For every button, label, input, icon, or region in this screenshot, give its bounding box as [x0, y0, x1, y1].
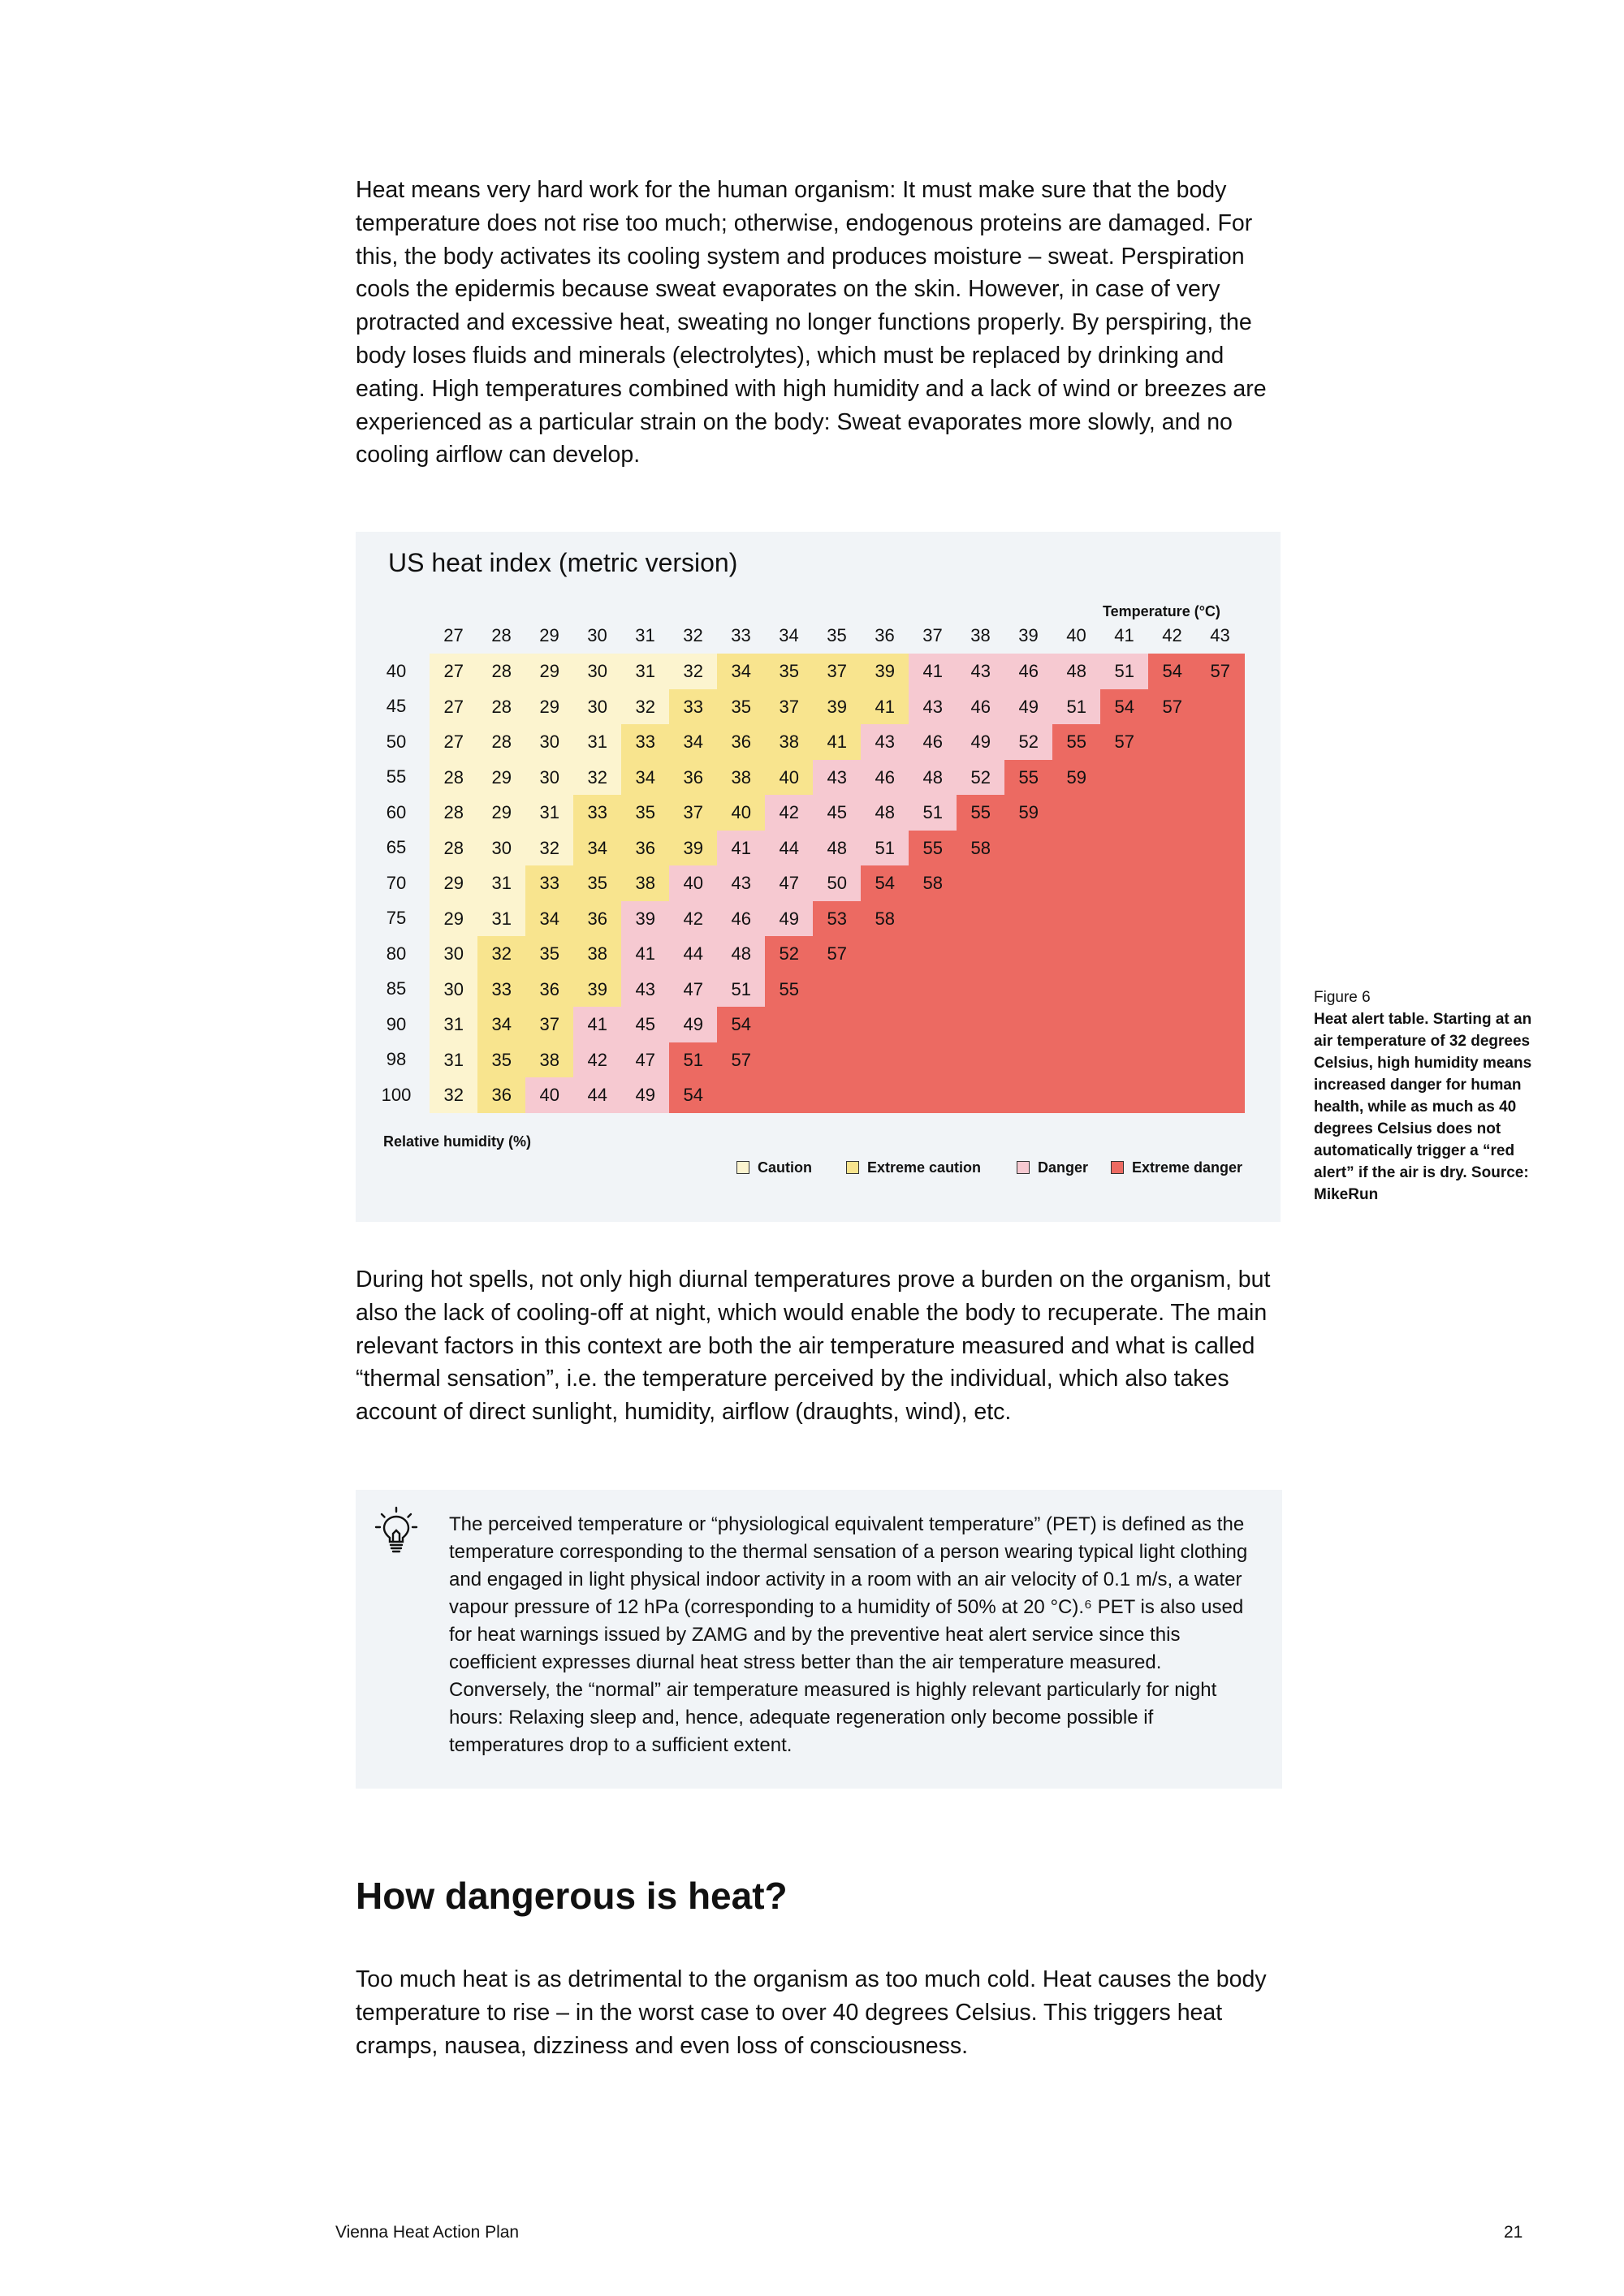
heat-index-cell: 37 — [525, 1007, 574, 1042]
heat-index-cell: 46 — [909, 724, 957, 760]
humidity-row-label: 80 — [386, 943, 407, 964]
heat-index-cell — [1100, 760, 1149, 796]
heat-index-cell: 33 — [621, 724, 670, 760]
heat-index-cell: 43 — [909, 689, 957, 725]
heat-index-cell: 32 — [525, 831, 574, 866]
heat-index-cell — [765, 1007, 814, 1042]
info-box — [356, 1490, 1282, 1789]
heat-index-cell: 55 — [1052, 724, 1101, 760]
humidity-row-label: 45 — [386, 696, 407, 717]
temperature-header: 41 — [1114, 624, 1134, 645]
heat-index-cell — [813, 1042, 862, 1078]
heat-index-cell — [1100, 795, 1149, 831]
heat-index-cell: 31 — [525, 795, 574, 831]
temperature-header: 29 — [539, 624, 559, 645]
heat-index-cell: 36 — [525, 972, 574, 1008]
heat-index-cell: 44 — [765, 831, 814, 866]
page-number: 21 — [1504, 2223, 1523, 2242]
temperature-header: 37 — [922, 624, 943, 645]
heat-index-cell: 32 — [621, 689, 670, 725]
heat-index-cell: 31 — [430, 1007, 478, 1042]
heat-index-cell — [1052, 865, 1101, 901]
caption-label: Figure 6 — [1314, 989, 1371, 1006]
heat-index-cell — [813, 1007, 862, 1042]
heat-index-cell: 28 — [477, 724, 526, 760]
legend-label-extreme-caution: Extreme caution — [867, 1159, 982, 1176]
heat-index-cell: 30 — [430, 972, 478, 1008]
humidity-row-label: 60 — [386, 801, 407, 822]
heat-index-cell: 41 — [573, 1007, 622, 1042]
heat-index-cell: 40 — [717, 795, 766, 831]
heat-index-cell — [909, 1007, 957, 1042]
heat-index-cell: 55 — [1004, 760, 1053, 796]
heat-index-cell: 28 — [430, 795, 478, 831]
heat-index-cell — [1148, 865, 1197, 901]
temperature-header: 27 — [443, 624, 464, 645]
heat-index-cell: 59 — [1004, 795, 1053, 831]
heat-index-cell: 51 — [909, 795, 957, 831]
heat-index-cell — [1052, 1007, 1101, 1042]
legend-extreme-danger — [1111, 1156, 1242, 1179]
heat-index-cell: 48 — [717, 936, 766, 972]
heat-index-cell — [861, 1077, 909, 1113]
heat-index-cell: 49 — [1004, 689, 1053, 725]
heat-index-cell: 36 — [621, 831, 670, 866]
heat-index-cell: 29 — [477, 795, 526, 831]
heat-index-cell: 38 — [573, 936, 622, 972]
heat-index-cell: 41 — [813, 724, 862, 760]
heat-index-cell — [1052, 795, 1101, 831]
heat-index-cell: 33 — [477, 972, 526, 1008]
heat-index-cell — [1196, 1077, 1245, 1113]
heat-index-cell: 44 — [573, 1077, 622, 1113]
heat-index-cell — [1148, 724, 1197, 760]
heat-index-cell: 38 — [525, 1042, 574, 1078]
heat-index-cell: 51 — [717, 972, 766, 1008]
heat-index-cell: 39 — [813, 689, 862, 725]
temperature-header: 31 — [635, 624, 655, 645]
heat-index-cell: 40 — [765, 760, 814, 796]
temperature-header: 39 — [1018, 624, 1039, 645]
heat-index-cell — [1100, 1007, 1149, 1042]
heat-index-cell: 36 — [573, 901, 622, 937]
heat-index-cell: 39 — [621, 901, 670, 937]
heat-index-cell — [1148, 831, 1197, 866]
heat-index-cell — [1148, 1042, 1197, 1078]
heat-index-cell — [1196, 865, 1245, 901]
heat-index-cell — [1148, 901, 1197, 937]
heat-index-cell: 54 — [669, 1077, 718, 1113]
heat-index-cell: 52 — [1004, 724, 1053, 760]
heat-index-cell: 31 — [477, 865, 526, 901]
heat-index-cell — [861, 936, 909, 972]
heat-index-cell: 32 — [430, 1077, 478, 1113]
heat-index-cell — [1196, 972, 1245, 1008]
humidity-row-label: 65 — [386, 837, 407, 858]
heat-index-cell — [957, 1007, 1005, 1042]
legend-swatch-caution — [736, 1161, 749, 1174]
heat-index-cell: 38 — [765, 724, 814, 760]
heat-index-cell: 38 — [717, 760, 766, 796]
heat-index-cell — [1196, 831, 1245, 866]
heat-index-cell: 54 — [861, 865, 909, 901]
heat-index-cell: 55 — [909, 831, 957, 866]
heat-index-cell: 55 — [765, 972, 814, 1008]
heat-index-cell: 32 — [477, 936, 526, 972]
heat-index-cell: 34 — [525, 901, 574, 937]
body-paragraph-3: Too much heat is as detrimental to the organism as too much cold. Heat causes the body temperature to rise – in the worst case to over 40 degrees Celsius. This triggers heat cramps, nausea, dizziness and even loss of consciousness. — [356, 1966, 1267, 2059]
heat-index-cell — [717, 1077, 766, 1113]
heat-index-cell: 45 — [813, 795, 862, 831]
heat-index-cell: 31 — [621, 654, 670, 689]
temperature-header: 40 — [1066, 624, 1086, 645]
heat-index-cell: 36 — [477, 1077, 526, 1113]
heat-index-cell: 31 — [573, 724, 622, 760]
heat-index-cell: 27 — [430, 689, 478, 725]
heat-index-cell — [1196, 936, 1245, 972]
heat-index-cell: 33 — [669, 689, 718, 725]
heat-index-cell — [1148, 1077, 1197, 1113]
heat-index-cell: 36 — [717, 724, 766, 760]
heat-index-cell: 57 — [813, 936, 862, 972]
heat-index-cell — [813, 972, 862, 1008]
heat-index-cell — [1004, 1007, 1053, 1042]
heat-index-cell: 41 — [621, 936, 670, 972]
heat-index-cell — [1196, 724, 1245, 760]
humidity-row-label: 85 — [386, 978, 407, 999]
humidity-axis-label: Relative humidity (%) — [383, 1133, 532, 1150]
heat-index-cell: 58 — [957, 831, 1005, 866]
heat-index-cell — [1196, 689, 1245, 725]
heat-index-cell: 33 — [573, 795, 622, 831]
heat-index-cell: 46 — [1004, 654, 1053, 689]
heat-index-cell — [1100, 1042, 1149, 1078]
heat-index-cell — [765, 1042, 814, 1078]
body-paragraph-2: During hot spells, not only high diurnal temperatures prove a burden on the organism, but also the lack of cooling-off at night, which would enable the body to recuperate. The main relevant factors in this context are both the air temperature measured and what is called “thermal sensation”, i.e. the temperature perceived by the individual, which also takes account of direct sunlight, humidity, airflow (draughts, wind), etc. — [356, 1267, 1271, 1426]
heat-index-cell — [1100, 1077, 1149, 1113]
heat-index-cell: 54 — [1148, 654, 1197, 689]
heat-index-cell: 29 — [525, 689, 574, 725]
heat-index-cell: 34 — [573, 831, 622, 866]
heat-index-cell — [1052, 972, 1101, 1008]
heat-index-cell — [1100, 972, 1149, 1008]
heat-index-cell: 52 — [765, 936, 814, 972]
heat-index-cell: 46 — [861, 760, 909, 796]
heat-index-cell — [1004, 901, 1053, 937]
heat-index-cell — [1148, 972, 1197, 1008]
section-heading: How dangerous is heat? — [356, 1875, 788, 1917]
heat-index-cell: 27 — [430, 724, 478, 760]
heat-index-cell: 49 — [621, 1077, 670, 1113]
heat-index-cell: 47 — [669, 972, 718, 1008]
heat-index-cell — [1196, 901, 1245, 937]
heat-index-cell: 37 — [765, 689, 814, 725]
heat-index-cell: 54 — [1100, 689, 1149, 725]
humidity-row-label: 70 — [386, 872, 407, 893]
caption-text: Heat alert table. Starting at an air temperature of 32 degrees Celsius, high humidity means increased danger for human health, while as much as 40 degrees Celsius does not automatically trigger a “red alert” if the air is dry. Source: MikeRun — [1314, 1011, 1532, 1203]
legend-swatch-danger — [1017, 1161, 1030, 1174]
temperature-header: 32 — [683, 624, 703, 645]
chart-title: US heat index (metric version) — [388, 548, 738, 577]
heat-index-cell: 35 — [573, 865, 622, 901]
heat-index-cell — [909, 1077, 957, 1113]
heat-index-cell — [861, 972, 909, 1008]
heat-index-cell: 36 — [669, 760, 718, 796]
heat-index-cell — [1052, 1042, 1101, 1078]
legend-swatch-extreme-caution — [846, 1161, 859, 1174]
heat-index-cell: 39 — [573, 972, 622, 1008]
heat-index-cell: 48 — [813, 831, 862, 866]
legend-label-caution: Caution — [758, 1159, 812, 1176]
heat-index-cell: 33 — [525, 865, 574, 901]
heat-index-cell — [1052, 1077, 1101, 1113]
heat-index-cell — [909, 1042, 957, 1078]
heat-index-cell — [1196, 1007, 1245, 1042]
heat-index-cell — [957, 1042, 1005, 1078]
legend-extreme-caution — [846, 1156, 981, 1179]
heat-index-cell: 49 — [669, 1007, 718, 1042]
heat-index-cell — [1100, 901, 1149, 937]
legend-danger — [1017, 1156, 1088, 1179]
heat-index-cell: 30 — [477, 831, 526, 866]
heat-index-cell — [957, 865, 1005, 901]
heat-index-cell: 30 — [573, 689, 622, 725]
heat-index-cell — [1148, 795, 1197, 831]
heat-index-cell — [909, 901, 957, 937]
heat-index-cell: 32 — [573, 760, 622, 796]
heat-index-cell: 31 — [430, 1042, 478, 1078]
footer-title: Vienna Heat Action Plan — [335, 2223, 520, 2242]
heat-index-cell — [1052, 936, 1101, 972]
temperature-header: 36 — [875, 624, 895, 645]
heat-index-cell: 34 — [717, 654, 766, 689]
heat-index-cell: 58 — [909, 865, 957, 901]
heat-index-cell — [1148, 760, 1197, 796]
heat-index-cell: 51 — [669, 1042, 718, 1078]
temperature-header: 43 — [1210, 624, 1230, 645]
heat-index-cell: 38 — [621, 865, 670, 901]
heat-index-cell — [861, 1007, 909, 1042]
heat-index-cell: 41 — [909, 654, 957, 689]
temperature-header: 42 — [1162, 624, 1182, 645]
heat-index-cell — [1004, 865, 1053, 901]
heat-index-cell — [813, 1077, 862, 1113]
heat-index-cell: 30 — [573, 654, 622, 689]
heat-index-cell: 52 — [957, 760, 1005, 796]
figure-caption — [1314, 986, 1533, 1206]
heat-index-cell — [1100, 831, 1149, 866]
heat-index-cell: 51 — [1052, 689, 1101, 725]
temperature-header: 30 — [587, 624, 607, 645]
heat-index-cell: 44 — [669, 936, 718, 972]
heat-index-cell: 53 — [813, 901, 862, 937]
heat-index-cell: 35 — [621, 795, 670, 831]
lightbulb-icon — [374, 1506, 419, 1555]
heat-index-cell: 37 — [669, 795, 718, 831]
heat-index-cell: 42 — [573, 1042, 622, 1078]
intro-paragraph: Heat means very hard work for the human organism: It must make sure that the body temperature does not rise too much; otherwise, endogenous proteins are damaged. For this, the body activates its cooling system and produces moisture – sweat. Perspiration cools the epidermis because sweat evaporates on the skin. However, in case of very protracted and excessive heat, sweating no longer functions properly. By perspiring, the body loses fluids and minerals (electrolytes), which must be replaced by drinking and eating. High temperatures combined with high humidity and a lack of wind or breezes are experienced as a particular strain on the body: Sweat evaporates more slowly, and no cooling airflow can develop. — [356, 177, 1267, 468]
heat-index-cell: 43 — [957, 654, 1005, 689]
heat-index-cell: 29 — [477, 760, 526, 796]
heat-index-cell: 57 — [1196, 654, 1245, 689]
heat-index-cell — [957, 972, 1005, 1008]
heat-index-cell — [1196, 1042, 1245, 1078]
heat-index-figure — [356, 532, 1281, 1222]
heat-index-cell: 32 — [669, 654, 718, 689]
heat-index-cell: 49 — [957, 724, 1005, 760]
heat-index-cell — [1004, 831, 1053, 866]
heat-index-cell: 43 — [621, 972, 670, 1008]
heat-index-cell — [909, 936, 957, 972]
heat-index-cell: 28 — [430, 760, 478, 796]
heat-index-cell: 34 — [669, 724, 718, 760]
heat-index-cell: 28 — [477, 654, 526, 689]
heat-index-cell: 29 — [430, 865, 478, 901]
heat-index-cell: 28 — [430, 831, 478, 866]
heat-index-cell: 51 — [1100, 654, 1149, 689]
heat-index-cell — [765, 1077, 814, 1113]
heat-index-cell: 57 — [1148, 689, 1197, 725]
humidity-row-label: 75 — [386, 908, 407, 929]
humidity-row-label: 100 — [381, 1084, 412, 1105]
heat-index-cell: 41 — [717, 831, 766, 866]
heat-index-cell — [1196, 795, 1245, 831]
heat-index-cell: 50 — [813, 865, 862, 901]
heat-index-cell: 27 — [430, 654, 478, 689]
heat-index-cell — [1004, 1042, 1053, 1078]
legend-swatch-extreme-danger — [1111, 1161, 1124, 1174]
temperature-header: 35 — [827, 624, 847, 645]
humidity-row-label: 50 — [386, 731, 407, 752]
temperature-header: 34 — [779, 624, 799, 645]
heat-index-cell — [1052, 831, 1101, 866]
heat-index-cell: 29 — [430, 901, 478, 937]
heat-index-cell: 55 — [957, 795, 1005, 831]
heat-index-cell: 41 — [861, 689, 909, 725]
heat-index-cell — [1148, 1007, 1197, 1042]
temperature-axis-label: Temperature (°C) — [1103, 603, 1220, 619]
humidity-row-label: 98 — [386, 1049, 407, 1070]
heat-index-cell: 40 — [669, 865, 718, 901]
heat-index-cell: 39 — [669, 831, 718, 866]
heat-index-cell: 51 — [861, 831, 909, 866]
heat-index-cell: 57 — [1100, 724, 1149, 760]
heat-index-cell — [1196, 760, 1245, 796]
heat-index-cell: 59 — [1052, 760, 1101, 796]
heat-index-cell: 30 — [525, 724, 574, 760]
heat-index-cell: 29 — [525, 654, 574, 689]
heat-index-cell: 35 — [717, 689, 766, 725]
heat-index-cell — [957, 1077, 1005, 1113]
heat-index-cell: 57 — [717, 1042, 766, 1078]
heat-index-cell: 49 — [765, 901, 814, 937]
heat-index-cell: 45 — [621, 1007, 670, 1042]
heat-index-cell: 35 — [477, 1042, 526, 1078]
heat-index-cell — [1100, 936, 1149, 972]
heat-index-cell: 37 — [813, 654, 862, 689]
heat-index-cell: 42 — [669, 901, 718, 937]
heat-index-cell: 42 — [765, 795, 814, 831]
heat-index-cell: 35 — [525, 936, 574, 972]
heat-index-cell: 48 — [909, 760, 957, 796]
humidity-row-label: 55 — [386, 766, 407, 788]
legend-caution — [736, 1156, 812, 1179]
heat-index-cell — [909, 972, 957, 1008]
heat-index-cell: 54 — [717, 1007, 766, 1042]
heat-index-cell — [957, 936, 1005, 972]
humidity-row-label: 90 — [386, 1013, 407, 1034]
heat-index-cell: 28 — [477, 689, 526, 725]
temperature-header: 28 — [491, 624, 512, 645]
humidity-row-label: 40 — [386, 660, 407, 681]
legend-label-danger: Danger — [1038, 1159, 1089, 1176]
heat-index-cell: 47 — [765, 865, 814, 901]
info-text: The perceived temperature or “physiological equivalent temperature” (PET) is defined as the temperature corresponding to the thermal sensation of a person wearing typical light clothing and engaged in light physical indoor activity in a room with an air velocity of 0.1 m/s, a water vapour pressure of 12 hPa (corresponding to a humidity of 50% at 20 °C).⁶ PET is also used for heat warnings issued by ZAMG and by the preventive heat alert service since this coefficient expresses diurnal heat stress better than the air temperature measured. Conversely, the “normal” air temperature measured is highly relevant particularly for night hours: Relaxing sleep and, hence, adequate regeneration only become possible if temperatures drop to a sufficient extent. — [449, 1513, 1248, 1756]
heat-index-cell — [1004, 1077, 1053, 1113]
heat-index-cell — [1100, 865, 1149, 901]
heat-index-cell: 46 — [957, 689, 1005, 725]
heat-index-cell: 58 — [861, 901, 909, 937]
legend-label-extreme-danger: Extreme danger — [1132, 1159, 1243, 1176]
heat-index-cell: 48 — [861, 795, 909, 831]
heat-index-cell — [957, 901, 1005, 937]
heat-index-cell — [1052, 901, 1101, 937]
heat-index-cell: 48 — [1052, 654, 1101, 689]
heat-index-cell — [861, 1042, 909, 1078]
heat-index-cell: 35 — [765, 654, 814, 689]
heat-index-cell: 30 — [430, 936, 478, 972]
heat-index-cell: 34 — [621, 760, 670, 796]
temperature-header: 33 — [731, 624, 751, 645]
heat-index-cell: 30 — [525, 760, 574, 796]
heat-index-cell — [1148, 936, 1197, 972]
heat-index-cell: 43 — [717, 865, 766, 901]
heat-index-cell: 43 — [861, 724, 909, 760]
heat-index-cell: 43 — [813, 760, 862, 796]
heat-index-cell — [1004, 936, 1053, 972]
heat-index-cell — [1004, 972, 1053, 1008]
heat-index-cell: 46 — [717, 901, 766, 937]
heat-index-cell: 47 — [621, 1042, 670, 1078]
heat-index-cell: 34 — [477, 1007, 526, 1042]
heat-index-cell: 40 — [525, 1077, 574, 1113]
heat-index-cell: 39 — [861, 654, 909, 689]
temperature-header: 38 — [970, 624, 991, 645]
heat-index-cell: 31 — [477, 901, 526, 937]
